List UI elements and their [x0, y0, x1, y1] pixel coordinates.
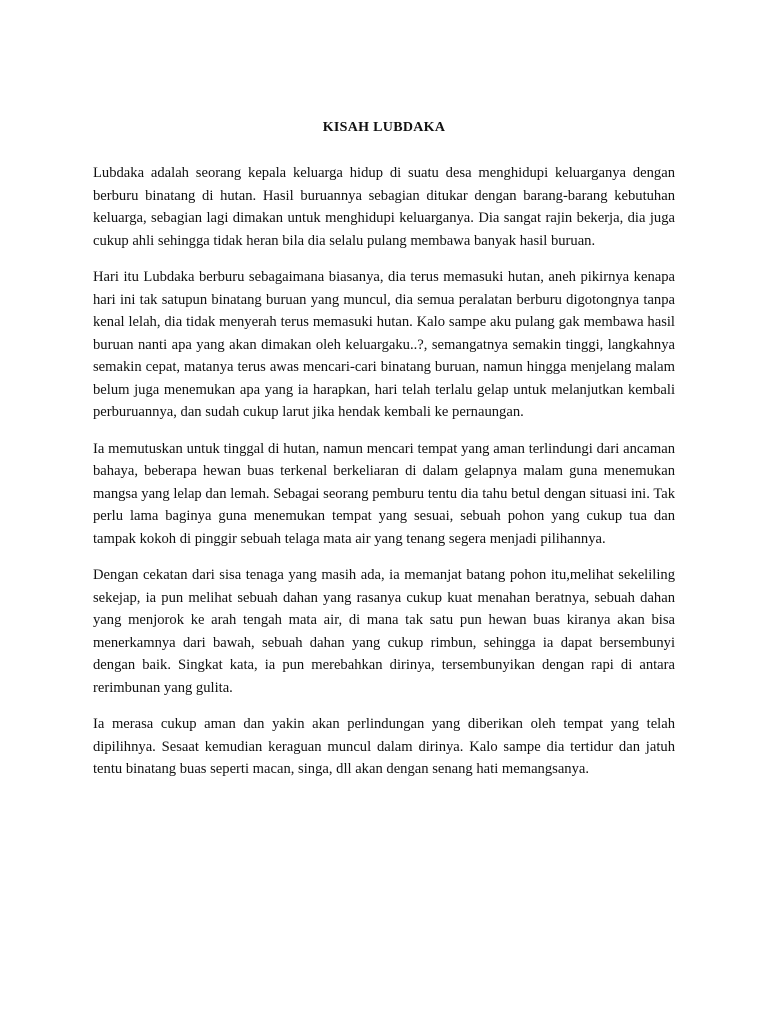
- document-body: [93, 162, 675, 795]
- paragraph-2: Hari itu Lubdaka berburu sebagaimana biasanya, dia terus memasuki hutan, aneh pikirnya kenapa hari ini tak satupun binatang buruan yang muncul, dia semua peralatan berburu digotongnya tanpa kenal lelah, dia tidak menyerah terus memasuki hutan. Kalo sampe aku pulang gak membawa hasil buruan nanti apa yang akan dimakan oleh keluargaku..?, semangatnya semakin tinggi, langkahnya semakin cepat, matanya terus awas mencari-cari binatang buruan, namun hingga menjelang malam belum juga menemukan apa yang ia harapkan, hari telah terlalu gelap untuk melanjutkan kembali perburuannya, dan sudah cukup larut jika hendak kembali ke pernaungan.: [93, 269, 675, 420]
- paragraph-5: Ia merasa cukup aman dan yakin akan perlindungan yang diberikan oleh tempat yang telah dipilihnya. Sesaat kemudian keraguan muncul dalam dirinya. Kalo sampe dia tertidur dan jatuh tentu binatang buas seperti macan, singa, dll akan dengan senang hati memangsanya.: [93, 716, 675, 777]
- document-title: KISAH LUBDAKA: [322, 120, 446, 135]
- paragraph-1: Lubdaka adalah seorang kepala keluarga hidup di suatu desa menghidupi keluarganya dengan berburu binatang di hutan. Hasil buruannya sebagian ditukar dengan barang-barang kebutuhan keluarga, sebagian lagi dimakan untuk menghidupi keluarganya. Dia sangat rajin bekerja, dia juga cukup ahli sehingga tidak heran bila dia selalu pulang membawa banyak hasil buruan.: [93, 165, 675, 249]
- paragraph-3: Ia memutuskan untuk tinggal di hutan, namun mencari tempat yang aman terlindungi dari ancaman bahaya, beberapa hewan buas terkenal berkeliaran di dalam gelapnya malam guna menemukan mangsa yang lelap dan lemah. Sebagai seorang pemburu tentu dia tahu betul dengan situasi ini. Tak perlu lama baginya guna menemukan tempat yang sesuai, sebuah pohon yang cukup tua dan tampak kokoh di pinggir sebuah telaga mata air yang tenang segera menjadi pilihannya.: [93, 440, 675, 547]
- paragraph-4: Dengan cekatan dari sisa tenaga yang masih ada, ia memanjat batang pohon itu,melihat sekeliling sekejap, ia pun melihat sebuah dahan yang rasanya cukup kuat menahan beratnya, sebuah dahan yang menjorok ke arah tengah mata air, di mana tak satu pun hewan buas kiranya akan bisa menerkamnya dari bawah, sebuah dahan yang cukup rimbun, sehingga ia dapat bersembunyi dengan baik. Singkat kata, ia pun merebahkan dirinya, tersembunyikan dengan rapi di antara rerimbunan yang gulita.: [93, 567, 675, 696]
